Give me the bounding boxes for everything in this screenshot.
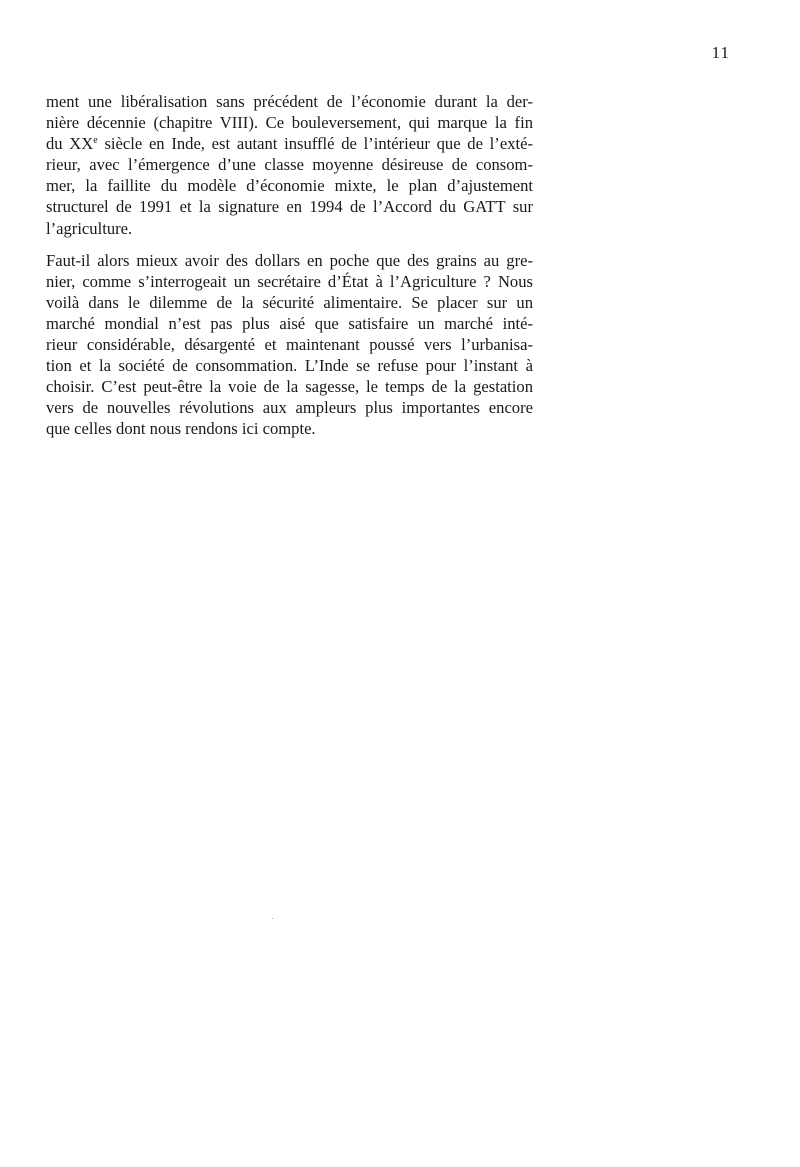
paragraph-line: Faut-il alors mieux avoir des dollars en poche que des grains au gre- xyxy=(46,250,533,270)
paragraph-line xyxy=(46,133,533,154)
paragraph-line: voilà dans le dilemme de la sécurité alimentaire. Se placer sur un xyxy=(46,292,533,312)
paragraph-line: que celles dont nous rendons ici compte. xyxy=(46,419,316,439)
paragraph-line: l’agriculture. xyxy=(46,218,133,238)
paragraph-2 xyxy=(46,250,533,440)
paragraph-line: vers de nouvelles révolutions aux ampleurs plus importantes encore xyxy=(46,398,533,418)
paragraph-line: tion et la société de consommation. L’Inde se refuse pour l’instant à xyxy=(46,356,533,376)
paragraph-line: choisir. C’est peut-être la voie de la sagesse, le temps de la gestation xyxy=(46,377,533,397)
superscript: e xyxy=(93,135,98,147)
body-text xyxy=(46,91,533,440)
paragraph-1 xyxy=(46,91,533,239)
paragraph-line: rieur, avec l’émergence d’une classe moyenne désireuse de consom- xyxy=(46,155,533,175)
paragraph-line: nière décennie (chapitre VIII). Ce bouleversement, qui marque la fin xyxy=(46,113,533,133)
paragraph-line: mer, la faillite du modèle d’économie mixte, le plan d’ajustement xyxy=(46,176,533,196)
paragraph-line: nier, comme s’interrogeait un secrétaire d’État à l’Agriculture ? Nous xyxy=(46,271,533,291)
paragraph-line: marché mondial n’est pas plus aisé que satisfaire un marché inté- xyxy=(46,313,533,333)
paragraph-line: structurel de 1991 et la signature en 1994 de l’Accord du GATT sur xyxy=(46,197,533,217)
paragraph-line: rieur considérable, désargenté et maintenant poussé vers l’urbanisa- xyxy=(46,335,533,355)
paragraph-line: ment une libéralisation sans précédent de l’économie durant la der- xyxy=(46,92,533,111)
line-segment: du XX xyxy=(46,134,94,154)
line-segment: siècle en Inde, est autant insufflé de l’intérieur que de l’exté- xyxy=(97,134,533,154)
scan-speck xyxy=(272,918,273,919)
page-number: 11 xyxy=(711,43,730,62)
paragraph-gap xyxy=(46,239,533,250)
